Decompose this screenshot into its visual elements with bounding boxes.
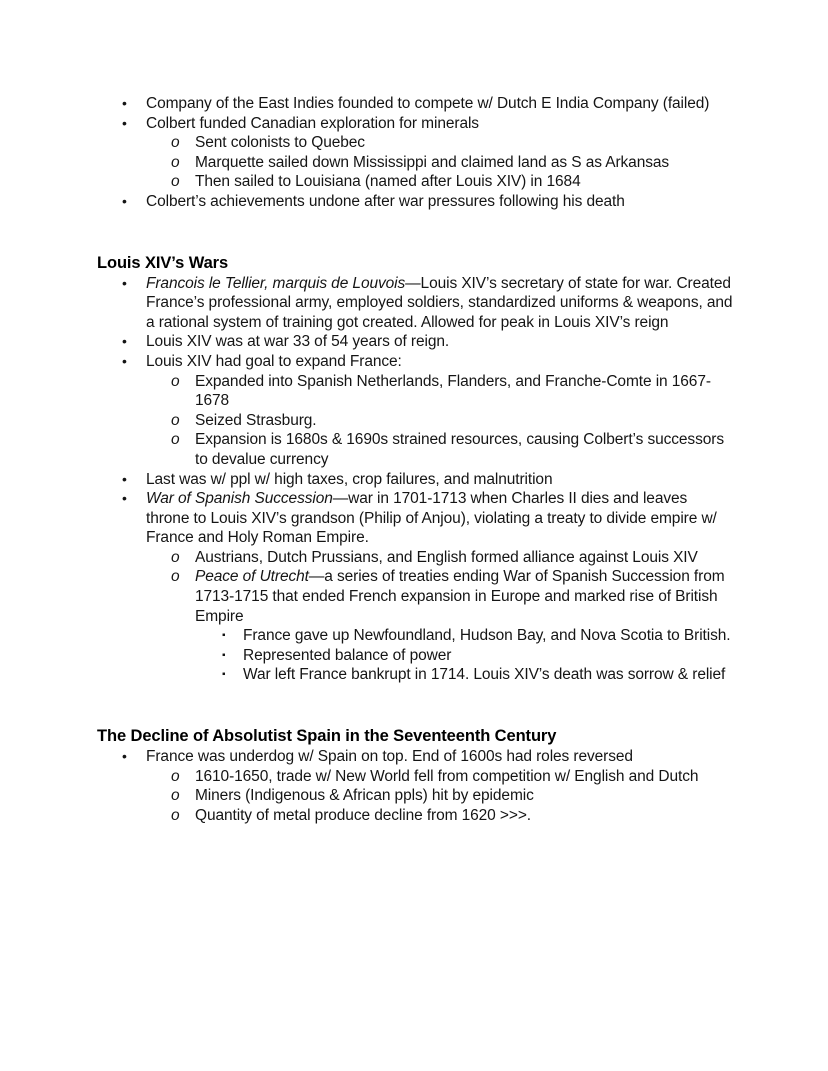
list-item-text	[195, 768, 698, 785]
list-item	[97, 430, 734, 469]
bullet-o-icon: o	[171, 787, 180, 805]
bullet-disc-icon: •	[122, 352, 127, 369]
bullet-disc-icon: •	[122, 470, 127, 487]
bullet-o-icon: o	[171, 372, 180, 390]
text-run: Miners (Indigenous & African ppls) hit by epidemic	[195, 787, 534, 805]
list-item	[97, 626, 734, 646]
text-run: Sent colonists to Quebec	[195, 134, 365, 152]
list-item-text	[195, 807, 531, 824]
text-run: 1610-1650, trade w/ New World fell from competition w/ English and Dutch	[195, 767, 699, 785]
list-item-text	[146, 748, 633, 765]
list-item-text	[146, 353, 402, 370]
bullet-o-icon: o	[171, 767, 180, 785]
bullet-disc-icon: •	[122, 748, 127, 765]
list-item	[97, 192, 734, 212]
bullet-square-icon: ▪	[222, 649, 226, 661]
bullet-disc-icon: •	[122, 274, 127, 291]
bullet-o-icon: o	[171, 548, 180, 566]
list-item	[97, 665, 734, 685]
list-item-text	[146, 275, 732, 331]
list-item-text	[195, 154, 669, 171]
bullet-square-icon: ▪	[222, 669, 226, 681]
list-item-text	[195, 787, 534, 804]
list-item	[97, 274, 734, 333]
text-run: —a series of treaties ending War of Spanish Succession from 1713-1715 that ended French expansion in Europe and marked rise of British Empire	[195, 568, 725, 625]
list-item	[97, 548, 734, 568]
text-run: Colbert’s achievements undone after war pressures following his death	[146, 192, 625, 210]
bullet-o-icon: o	[171, 173, 180, 191]
list-item	[97, 352, 734, 372]
list-item-text	[146, 490, 717, 546]
list-item	[97, 567, 734, 626]
list-item	[97, 767, 734, 787]
list-item-text	[195, 412, 317, 429]
list-item	[97, 133, 734, 153]
text-run-italic: War of Spanish Succession	[146, 490, 333, 508]
list-item-text	[243, 627, 730, 644]
text-run: Louis XIV had goal to expand France:	[146, 352, 402, 370]
text-run: Expanded into Spanish Netherlands, Flanders, and Franche-Comte in 1667-1678	[195, 372, 711, 410]
text-run: Seized Strasburg.	[195, 411, 317, 429]
list-item	[97, 372, 734, 411]
bullet-o-icon: o	[171, 806, 180, 824]
list-item-text	[243, 647, 451, 664]
text-run-italic: Peace of Utrecht	[195, 568, 309, 586]
text-run: Then sailed to Louisiana (named after Louis XIV) in 1684	[195, 173, 581, 191]
list-item	[97, 470, 734, 490]
list-item	[97, 94, 734, 114]
text-run: War left France bankrupt in 1714. Louis XIV’s death was sorrow & relief	[243, 666, 726, 684]
list-item-text	[146, 95, 709, 112]
bullet-square-icon: ▪	[222, 630, 226, 642]
list-item-text	[195, 549, 698, 566]
text-run: Marquette sailed down Mississippi and claimed land as S as Arkansas	[195, 153, 670, 171]
text-run: Colbert funded Canadian exploration for minerals	[146, 114, 479, 132]
list-item	[97, 786, 734, 806]
list-item-text	[195, 373, 711, 410]
text-run: Expansion is 1680s & 1690s strained resources, causing Colbert’s successors to devalue currency	[195, 431, 724, 468]
bullet-o-icon: o	[171, 431, 180, 449]
list-item	[97, 806, 734, 826]
list-item	[97, 646, 734, 666]
list-item-text	[243, 666, 725, 683]
list-item-text	[146, 115, 479, 132]
bullet-disc-icon: •	[122, 114, 127, 131]
list-item-text	[146, 471, 552, 488]
text-run-italic: Francois le Tellier, marquis de Louvois	[146, 274, 406, 292]
text-run: Company of the East Indies founded to compete w/ Dutch E India Company (failed)	[146, 95, 710, 112]
bullet-disc-icon: •	[122, 95, 127, 111]
bullet-disc-icon: •	[122, 333, 127, 350]
text-run: France gave up Newfoundland, Hudson Bay, and Nova Scotia to British.	[243, 627, 731, 645]
text-run: Quantity of metal produce decline from 1620 >>>.	[195, 806, 531, 824]
bullet-o-icon: o	[171, 153, 180, 171]
section-heading: Louis XIV’s Wars	[97, 253, 229, 272]
bullet-o-icon: o	[171, 411, 180, 429]
text-run: France was underdog w/ Spain on top. End of 1600s had roles reversed	[146, 748, 633, 766]
bullet-o-icon: o	[171, 568, 180, 586]
list-item-text	[195, 173, 581, 190]
bullet-o-icon: o	[171, 134, 180, 152]
text-run: Represented balance of power	[243, 646, 452, 664]
list-item-text	[195, 431, 724, 468]
list-item	[97, 747, 734, 767]
list-item	[97, 411, 734, 431]
bullet-disc-icon: •	[122, 490, 127, 507]
text-run: —war in 1701-1713 when Charles II dies and leaves throne to Louis XIV’s grandson (Philip of Anjou), violating a treaty to divide empire w/ France and Holy Roman Empire.	[146, 490, 717, 547]
list-item	[97, 114, 734, 134]
list-item	[97, 172, 734, 192]
text-run: —Louis XIV’s secretary of state for war. Created France’s professional army, employed soldiers, standardized uniforms & weapons, and a rational system of training got created. Allowed for peak in Louis XIV’s reign	[146, 274, 733, 331]
list-item-text	[146, 193, 625, 210]
list-item-text	[195, 134, 365, 151]
list-item	[97, 332, 734, 352]
list-item-text	[146, 333, 449, 350]
list-item	[97, 489, 734, 548]
section-heading: The Decline of Absolutist Spain in the Seventeenth Century	[97, 727, 557, 746]
text-run: Last was w/ ppl w/ high taxes, crop failures, and malnutrition	[146, 470, 553, 488]
list-item-text	[195, 568, 725, 624]
text-run: Austrians, Dutch Prussians, and English formed alliance against Louis XIV	[195, 548, 698, 566]
bullet-disc-icon: •	[122, 192, 127, 209]
text-run: Louis XIV was at war 33 of 54 years of reign.	[146, 333, 450, 351]
list-item	[97, 153, 734, 173]
